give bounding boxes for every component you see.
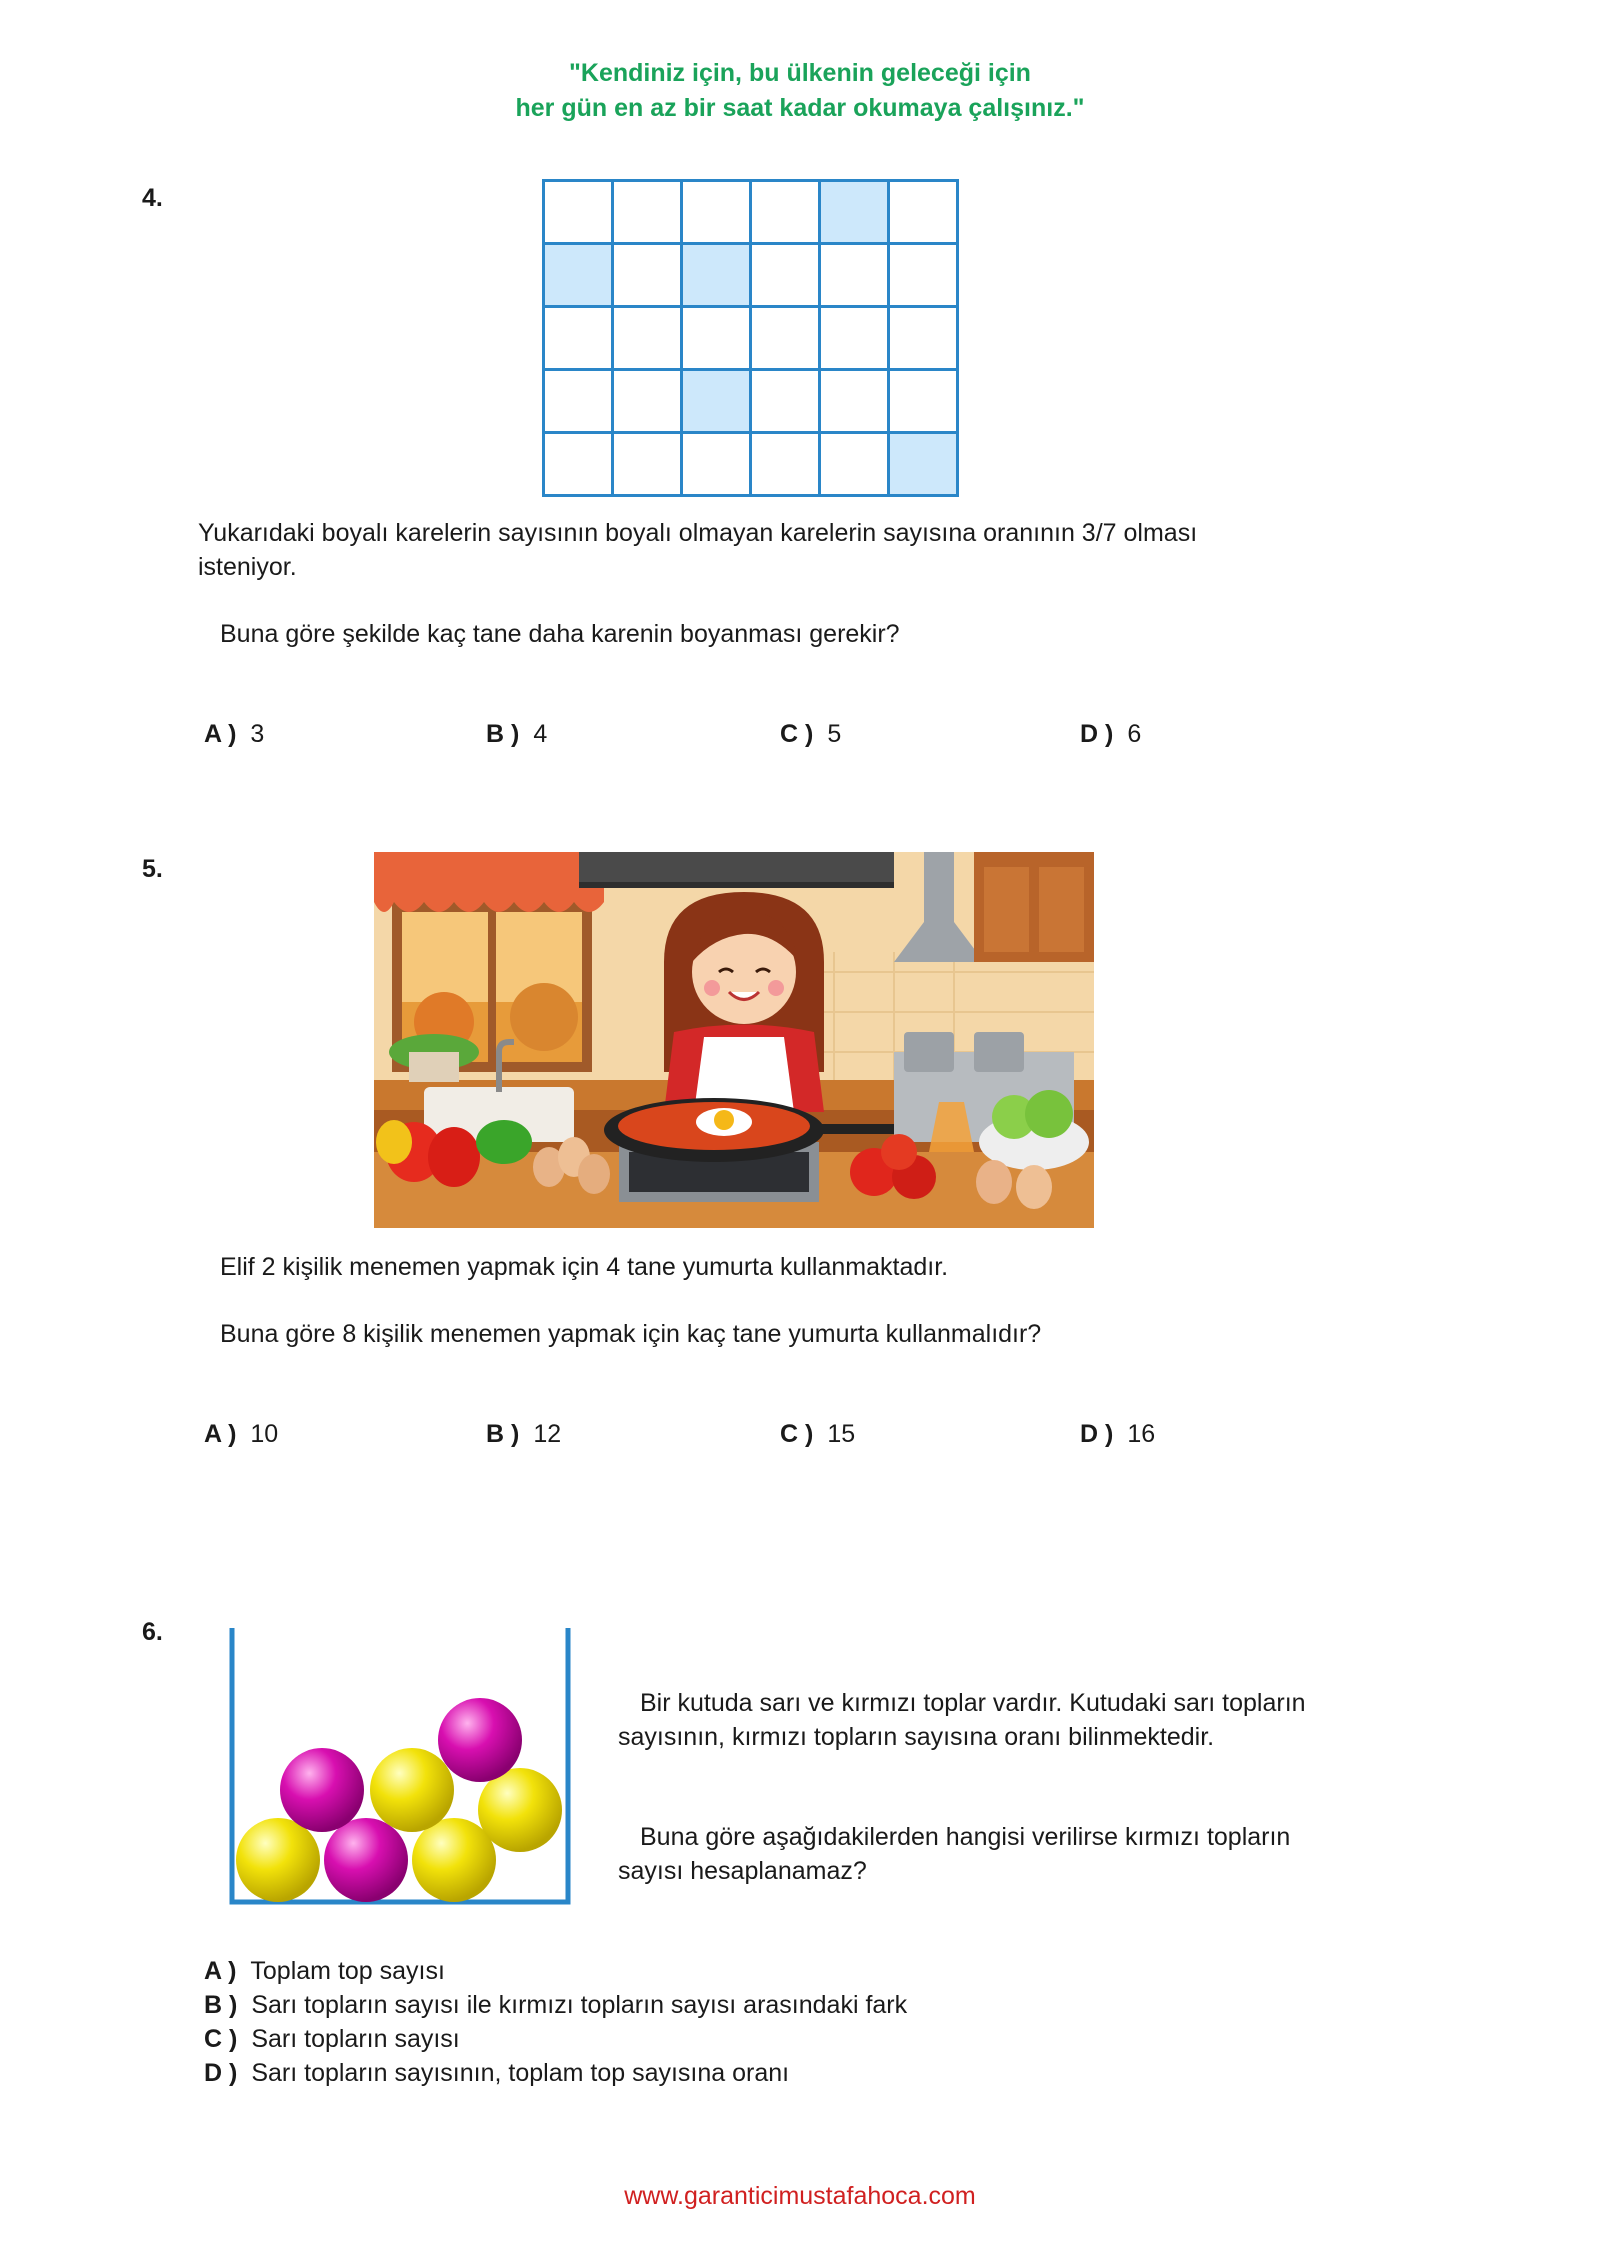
option-value: 3 [250,720,265,748]
grid-cell [544,370,613,433]
question-6-text-line-2: sayısının, kırmızı topların sayısına oranı bilinmektedir. [618,1723,1215,1751]
footer-website[interactable]: www.garanticimustafahoca.com [624,2182,976,2210]
q5-option-a[interactable] [204,1420,278,1449]
grid-cell [820,433,889,496]
grid-cell [751,307,820,370]
grid-cell [751,370,820,433]
square-grid [542,179,959,497]
option-value: 15 [827,1420,856,1448]
q6-option-b[interactable] [204,1988,907,2022]
q6-option-d[interactable] [204,2056,907,2090]
kitchen-illustration [374,852,1094,1228]
yellow-ball [370,1748,454,1832]
option-letter: A ) [204,1957,237,1985]
option-letter: C ) [204,2025,238,2053]
grid-cell [613,433,682,496]
grid-cell-shaded [820,181,889,244]
grid-cell [820,307,889,370]
option-value: Sarı topların sayısının, toplam top sayısına oranı [251,2059,790,2087]
option-letter: D ) [1080,1420,1114,1448]
q6-options [204,1954,907,2090]
grid-cell-shaded [889,433,958,496]
q5-option-b[interactable] [486,1420,561,1449]
grid-cell [613,181,682,244]
magenta-ball [280,1748,364,1832]
grid-cell [544,307,613,370]
question-6-number: 6. [142,1618,163,1646]
option-value: 6 [1127,720,1142,748]
grid-cell [889,370,958,433]
grid-cell [751,433,820,496]
grid-cell [820,370,889,433]
option-value: Sarı topların sayısı [251,2025,460,2053]
q6-option-a[interactable] [204,1954,907,1988]
option-value: 10 [250,1420,279,1448]
grid-cell-shaded [682,244,751,307]
grid-cell [544,181,613,244]
motto-quote [0,56,1600,126]
grid-cell [613,307,682,370]
grid-cell [889,181,958,244]
q5-option-c[interactable] [780,1420,855,1449]
option-value: 16 [1127,1420,1156,1448]
option-value: Toplam top sayısı [250,1957,445,1985]
question-4-text-line-2: isteniyor. [198,553,297,581]
option-letter: B ) [486,720,520,748]
grid-cell [820,244,889,307]
question-5-number: 5. [142,855,163,883]
grid-cell [613,370,682,433]
option-letter: C ) [780,1420,814,1448]
grid-cell [682,433,751,496]
question-5-text: Elif 2 kişilik menemen yapmak için 4 tane yumurta kullanmaktadır. [220,1253,949,1281]
option-letter: C ) [780,720,814,748]
option-value: 12 [533,1420,562,1448]
option-letter: B ) [486,1420,520,1448]
question-4-text-line-1: Yukarıdaki boyalı karelerin sayısının boyalı olmayan karelerin sayısına oranının 3/7 olması [198,519,1198,547]
option-letter: D ) [1080,720,1114,748]
q4-option-b[interactable] [486,720,547,749]
option-value: Sarı topların sayısı ile kırmızı topların sayısı arasındaki fark [251,1991,908,2019]
grid-cell [889,307,958,370]
q5-option-d[interactable] [1080,1420,1155,1449]
q4-option-c[interactable] [780,720,841,749]
q6-option-c[interactable] [204,2022,907,2056]
grid-cell [682,181,751,244]
grid-cell [889,244,958,307]
grid-cell [751,244,820,307]
magenta-ball [324,1818,408,1902]
option-value: 4 [533,720,548,748]
option-value: 5 [827,720,842,748]
grid-cell-shaded [544,244,613,307]
option-letter: B ) [204,1991,238,2019]
question-5-question: Buna göre 8 kişilik menemen yapmak için kaç tane yumurta kullanmalıdır? [220,1320,1042,1348]
grid-cell [682,307,751,370]
ball-box-illustration [222,1620,582,1910]
q4-option-d[interactable] [1080,720,1141,749]
question-6-question-line-2: sayısı hesaplanamaz? [618,1857,867,1885]
grid-cell [613,244,682,307]
option-letter: A ) [204,720,237,748]
q4-option-a[interactable] [204,720,264,749]
question-4-number: 4. [142,184,163,212]
motto-line-2: her gün en az bir saat kadar okumaya çalışınız." [515,94,1085,122]
motto-line-1: "Kendiniz için, bu ülkenin geleceği için [569,59,1031,87]
grid-cell [544,433,613,496]
yellow-ball [236,1818,320,1902]
question-6-question-line-1: Buna göre aşağıdakilerden hangisi verilirse kırmızı topların [640,1823,1291,1851]
question-6-text-line-1: Bir kutuda sarı ve kırmızı toplar vardır. Kutudaki sarı topların [640,1689,1306,1717]
grid-cell-shaded [682,370,751,433]
grid-cell [751,181,820,244]
question-4-question: Buna göre şekilde kaç tane daha karenin boyanması gerekir? [220,620,900,648]
option-letter: D ) [204,2059,238,2087]
option-letter: A ) [204,1420,237,1448]
magenta-ball [438,1698,522,1782]
